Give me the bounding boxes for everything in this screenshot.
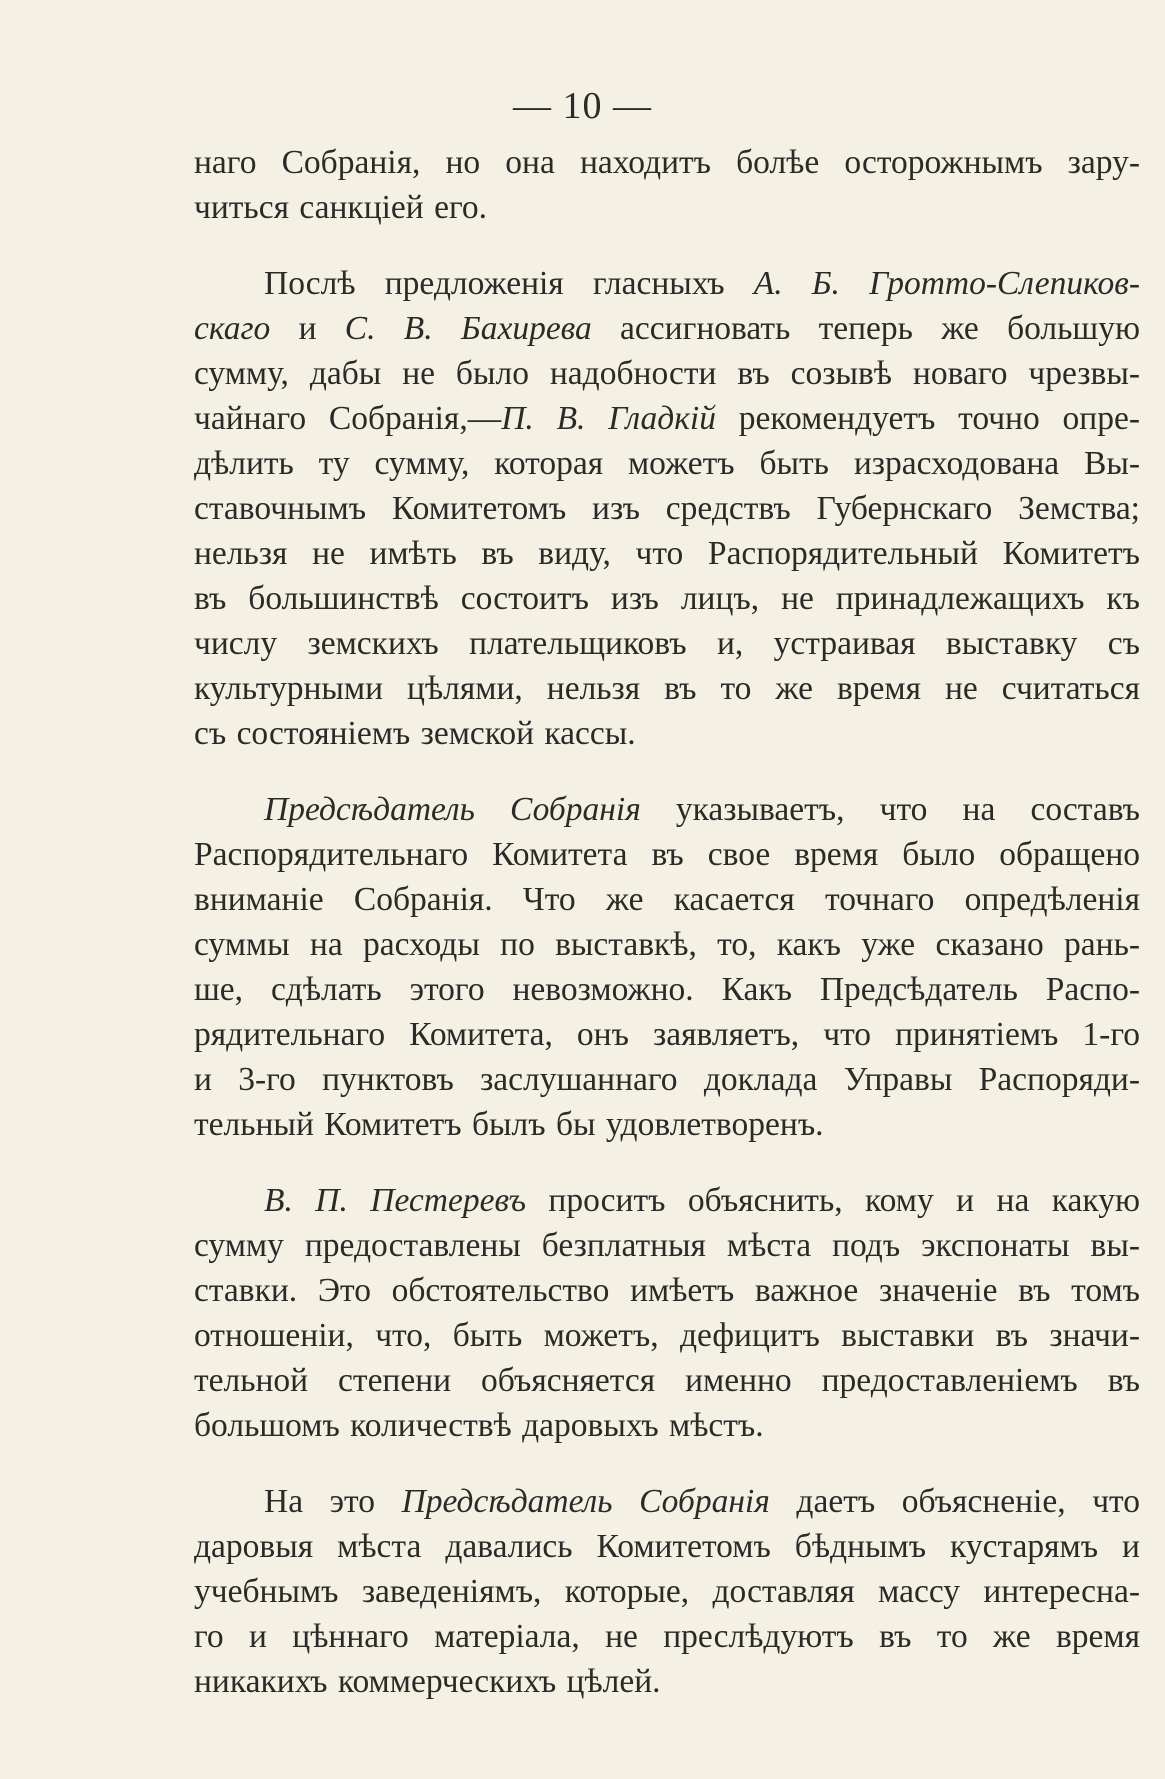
line-text: сумму предоставлены безплатныя мѣста подъ экспонаты вы- [194, 1227, 1140, 1264]
text-line [194, 185, 1140, 230]
line-text: даетъ объясненіе, что [769, 1483, 1140, 1520]
person-name: С. В. Бахирева [344, 310, 592, 347]
text-line [194, 967, 1140, 1012]
text-line [194, 576, 1140, 621]
text-line [194, 922, 1140, 967]
text-line [194, 1403, 1140, 1448]
person-name: П. В. Гладкій [501, 400, 716, 437]
line-text: и [270, 310, 345, 347]
text-line [194, 1012, 1140, 1057]
line-text: въ большинствѣ состоитъ изъ лицъ, не принадлежащихъ къ [194, 580, 1140, 617]
line-text: чайнаго Собранія,— [194, 400, 502, 437]
text-line [194, 1223, 1140, 1268]
text-line [194, 1659, 1140, 1704]
line-text: тельный Комитетъ былъ бы удовлетворенъ. [194, 1106, 824, 1143]
line-text: учебнымъ заведеніямъ, которые, доставляя массу интересна- [194, 1573, 1140, 1610]
line-text: дѣлить ту сумму, которая можетъ быть израсходована Вы- [194, 445, 1140, 482]
paragraph [194, 261, 1140, 756]
line-text: съ состояніемъ земской кассы. [194, 715, 636, 752]
person-name: Предсѣдатель Собранія [401, 1483, 770, 1520]
text-line [194, 621, 1140, 666]
line-text: и 3-го пунктовъ заслушаннаго доклада Управы Распоряди- [194, 1061, 1140, 1098]
text-line [194, 261, 1140, 306]
body-text [194, 140, 1140, 1704]
paragraph [194, 787, 1140, 1147]
line-text: ставки. Это обстоятельство имѣетъ важное значеніе въ томъ [194, 1272, 1140, 1309]
line-text: Послѣ предложенія гласныхъ [264, 265, 754, 302]
text-line [194, 140, 1140, 185]
line-text: даровыя мѣста давались Комитетомъ бѣднымъ кустарямъ и [194, 1528, 1140, 1565]
line-text: читься санкціей его. [194, 189, 488, 226]
paragraph [194, 1178, 1140, 1448]
text-line [194, 711, 1140, 756]
text-line [194, 1313, 1140, 1358]
line-text: проситъ объяснить, кому и на какую [525, 1182, 1140, 1219]
line-text: рекомендуетъ точно опре- [715, 400, 1141, 437]
line-text: сумму, дабы не было надобности въ созывѣ новаго чрезвы- [194, 355, 1140, 392]
text-line [194, 1268, 1140, 1313]
person-name: скаго [194, 310, 271, 347]
text-line [194, 441, 1140, 486]
line-text: ставочнымъ Комитетомъ изъ средствъ Губернскаго Земства; [194, 490, 1140, 527]
line-text: никакихъ коммерческихъ цѣлей. [194, 1663, 661, 1700]
line-text: На это [264, 1483, 402, 1520]
text-line [194, 1057, 1140, 1102]
line-text: ассигновать теперь же большую [591, 310, 1140, 347]
text-line [194, 1178, 1140, 1223]
line-text: Распорядительнаго Комитета въ свое время было обращено [194, 836, 1140, 873]
line-text: числу земскихъ плательщиковъ и, устраивая выставку съ [194, 625, 1140, 662]
text-line [194, 1569, 1140, 1614]
line-text: большомъ количествѣ даровыхъ мѣстъ. [194, 1407, 764, 1444]
line-text: указываетъ, что на составъ [640, 791, 1140, 828]
line-text: вниманіе Собранія. Что же касается точнаго опредѣленія [194, 881, 1140, 918]
line-text: нельзя не имѣть въ виду, что Распорядительный Комитетъ [194, 535, 1140, 572]
text-line [194, 396, 1140, 441]
paragraph [194, 1479, 1140, 1704]
text-line [194, 486, 1140, 531]
text-line [194, 306, 1140, 351]
text-line [194, 1614, 1140, 1659]
text-line [194, 877, 1140, 922]
text-line [194, 1524, 1140, 1569]
line-text: рядительнаго Комитета, онъ заявляетъ, что принятіемъ 1-го [194, 1016, 1140, 1053]
text-line [194, 832, 1140, 877]
paragraph [194, 140, 1140, 230]
line-text: наго Собранія, но она находитъ болѣе осторожнымъ зару- [194, 144, 1140, 181]
line-text: ше, сдѣлать этого невозможно. Какъ Предсѣдатель Распо- [194, 971, 1140, 1008]
text-line [194, 1358, 1140, 1403]
text-line [194, 531, 1140, 576]
line-text: тельной степени объясняется именно предоставленіемъ въ [194, 1362, 1140, 1399]
person-name: А. Б. Гротто-Слепиков- [753, 265, 1140, 302]
page-number: — 10 — [513, 85, 652, 127]
line-text: культурными цѣлями, нельзя въ то же время не считаться [194, 670, 1140, 707]
text-line [194, 1479, 1140, 1524]
line-text: суммы на расходы по выставкѣ, то, какъ уже сказано рань- [194, 926, 1140, 963]
line-text: отношеніи, что, быть можетъ, дефицитъ выставки въ значи- [194, 1317, 1140, 1354]
text-line [194, 666, 1140, 711]
line-text: го и цѣннаго матеріала, не преслѣдуютъ въ то же время [194, 1618, 1140, 1655]
text-line [194, 351, 1140, 396]
text-line [194, 787, 1140, 832]
text-line [194, 1102, 1140, 1147]
person-name: В. П. Пестеревъ [264, 1182, 526, 1219]
person-name: Предсѣдатель Собранія [264, 791, 641, 828]
